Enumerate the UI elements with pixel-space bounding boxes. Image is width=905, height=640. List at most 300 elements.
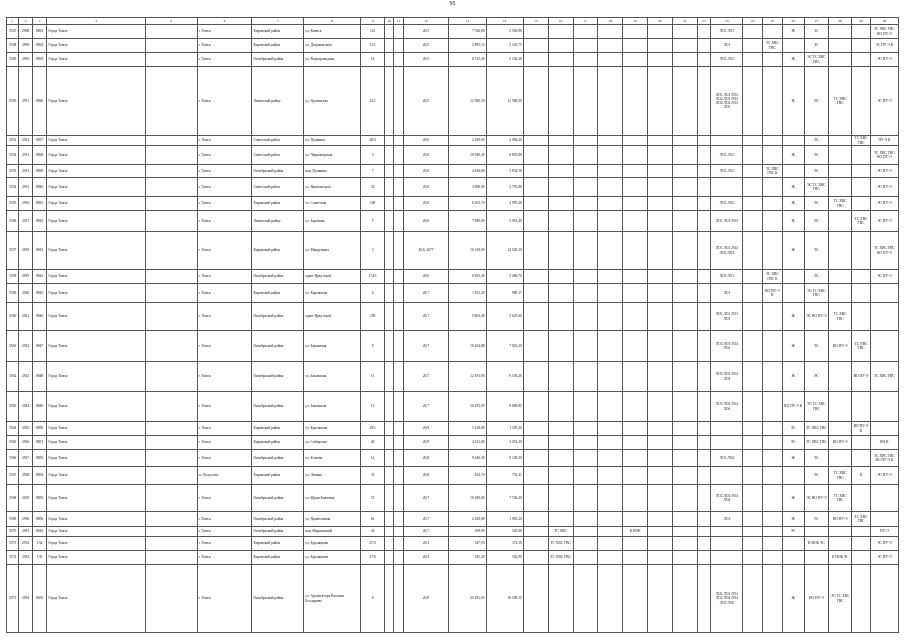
table-cell xyxy=(385,146,394,165)
table-cell xyxy=(394,165,403,178)
table-cell: ЭС xyxy=(782,436,804,450)
table-cell: ЭС xyxy=(804,362,829,392)
table-cell: ЛО1 ЛО1 xyxy=(711,165,743,178)
table-cell: 20,5 xyxy=(403,67,449,136)
table-cell: ЭС xyxy=(804,467,829,485)
table-cell: 4 456,60 xyxy=(449,165,486,178)
table-cell xyxy=(672,467,697,485)
table-cell xyxy=(385,270,394,284)
table-cell xyxy=(598,178,623,197)
table-cell xyxy=(385,436,394,450)
table-cell xyxy=(145,284,197,303)
table-cell xyxy=(697,136,710,146)
table-cell xyxy=(523,512,548,527)
table-cell: г. Томск xyxy=(197,303,252,331)
table-cell: ЛО1 xyxy=(711,284,743,303)
column-number: 20 xyxy=(648,18,673,25)
table-cell xyxy=(623,422,648,436)
table-cell xyxy=(623,512,648,527)
table-cell xyxy=(672,232,697,270)
table-cell xyxy=(697,565,710,633)
table-cell xyxy=(743,331,763,362)
table-cell xyxy=(623,537,648,551)
table-cell: ЭС ТС ХВС ГВС xyxy=(804,284,829,303)
table-cell xyxy=(672,527,697,537)
table-cell: 5 xyxy=(361,146,385,165)
table-cell: ТС ХВС ГВС К xyxy=(763,270,783,284)
table-cell xyxy=(573,146,598,165)
table-cell xyxy=(523,450,548,467)
table-cell: г. Томск xyxy=(197,178,252,197)
table-cell xyxy=(672,270,697,284)
table-cell: 8846 xyxy=(32,303,47,331)
table-cell xyxy=(623,303,648,331)
table-cell: 2916 xyxy=(19,197,32,211)
table-cell xyxy=(672,537,697,551)
table-cell: 7 xyxy=(361,165,385,178)
table-cell: Город Томск xyxy=(47,270,145,284)
table-cell: 134 xyxy=(32,537,47,551)
table-cell xyxy=(385,485,394,512)
table-cell xyxy=(763,527,783,537)
table-cell: Город Томск xyxy=(47,450,145,467)
table-cell: 20,6 xyxy=(403,165,449,178)
table-cell xyxy=(523,39,548,53)
table-cell xyxy=(385,232,394,270)
column-number: 9 xyxy=(361,18,385,25)
table-cell xyxy=(829,211,852,232)
table-cell xyxy=(743,565,763,633)
table-cell xyxy=(394,331,403,362)
table-cell xyxy=(672,211,697,232)
table-cell: 2923 xyxy=(19,362,32,392)
table-cell xyxy=(598,211,623,232)
table-cell xyxy=(573,362,598,392)
table-cell: 2909 xyxy=(19,39,32,53)
table-cell xyxy=(573,331,598,362)
table-cell xyxy=(672,436,697,450)
table-cell: ТС ХВС ГВС xyxy=(852,512,871,527)
table-cell xyxy=(852,527,871,537)
table-cell xyxy=(394,512,403,527)
table-cell: Кировский район xyxy=(252,436,304,450)
table-row xyxy=(7,527,899,537)
table-cell: ул. Советская xyxy=(304,197,361,211)
table-cell xyxy=(743,512,763,527)
table-cell: 2926 xyxy=(19,436,32,450)
table-cell xyxy=(385,197,394,211)
table-cell: 8835 xyxy=(32,53,47,67)
table-cell xyxy=(743,197,763,211)
column-number: 12 xyxy=(403,18,449,25)
table-cell: 2919 xyxy=(19,270,32,284)
table-cell xyxy=(697,450,710,467)
table-cell: ЭС xyxy=(804,136,829,146)
table-cell: Город Томск xyxy=(47,303,145,331)
table-cell: 5572 xyxy=(7,551,19,565)
table-cell: Город Томск xyxy=(47,165,145,178)
table-row xyxy=(7,537,899,551)
column-number: 2 xyxy=(19,18,32,25)
table-cell: ЭС ПУ-Э xyxy=(870,551,898,565)
table-cell: ЛО1 xyxy=(711,512,743,527)
table-cell: 6 855,30 xyxy=(449,270,486,284)
table-cell xyxy=(385,136,394,146)
table-cell xyxy=(697,284,710,303)
table-cell: 5556 xyxy=(7,211,19,232)
table-cell xyxy=(385,25,394,39)
table-cell xyxy=(672,284,697,303)
table-cell: 12 545,10 xyxy=(486,232,523,270)
table-cell: Кировский район xyxy=(252,422,304,436)
table-cell: ЭС xyxy=(804,211,829,232)
table-cell: Город Томск xyxy=(47,211,145,232)
table-cell: 5558 xyxy=(7,270,19,284)
table-cell: 2914 xyxy=(19,165,32,178)
table-cell: ТС ХВС ГВС xyxy=(852,331,871,362)
table-cell: ВО ПУ-Э xyxy=(852,362,871,392)
table-cell: 174/1 xyxy=(361,270,385,284)
table-cell xyxy=(598,392,623,422)
table-cell xyxy=(743,284,763,303)
table-cell: 990,17 xyxy=(486,284,523,303)
table-row xyxy=(7,284,899,303)
table-cell: ЛО1 ЛО1 xyxy=(711,53,743,67)
table-cell xyxy=(648,467,673,485)
column-number: 7 xyxy=(252,18,304,25)
table-cell: Октябрьский район xyxy=(252,565,304,633)
table-cell xyxy=(145,436,197,450)
table-cell: 20,6 xyxy=(403,197,449,211)
table-cell: 145,00 xyxy=(486,527,523,537)
table-cell: ЛО1 xyxy=(711,39,743,53)
table-cell: 25 381,03 xyxy=(449,565,486,633)
table-cell: 5568 xyxy=(7,485,19,512)
table-cell xyxy=(573,211,598,232)
table-cell xyxy=(711,136,743,146)
table-cell: ТС ХВС ГВС xyxy=(852,211,871,232)
table-cell: 8853 xyxy=(32,450,47,467)
table-cell: Ж xyxy=(782,146,804,165)
table-cell xyxy=(548,512,573,527)
table-cell xyxy=(573,485,598,512)
table-cell xyxy=(648,450,673,467)
table-cell: г. Томск xyxy=(197,362,252,392)
table-cell xyxy=(763,467,783,485)
table-cell: ТС ХВС ГВС xyxy=(829,197,852,211)
table-cell xyxy=(697,303,710,331)
table-cell: 2929 xyxy=(19,485,32,512)
table-cell: 2934 xyxy=(19,565,32,633)
table-cell xyxy=(145,537,197,551)
table-cell: г. Томск xyxy=(197,25,252,39)
column-number: 6 xyxy=(197,18,252,25)
table-cell xyxy=(743,232,763,270)
table-cell: 14 xyxy=(361,53,385,67)
table-cell: 8843 xyxy=(32,232,47,270)
table-cell: г. Томск xyxy=(197,512,252,527)
table-cell xyxy=(672,422,697,436)
table-cell xyxy=(697,467,710,485)
table-cell: г. Томск xyxy=(197,197,252,211)
table-cell: Город Томск xyxy=(47,527,145,537)
table-cell xyxy=(763,25,783,39)
table-cell xyxy=(145,565,197,633)
table-cell: ЭС ТС ХВС ГВС xyxy=(804,53,829,67)
table-cell: ЭС ПУ-Э xyxy=(870,197,898,211)
table-cell: 20,6 xyxy=(403,136,449,146)
table-cell xyxy=(523,53,548,67)
table-cell: Ж xyxy=(782,197,804,211)
table-cell xyxy=(743,436,763,450)
column-number: 8 xyxy=(304,18,361,25)
table-cell: Город Томск xyxy=(47,362,145,392)
table-cell: г. Томск xyxy=(197,136,252,146)
table-cell xyxy=(711,178,743,197)
table-cell xyxy=(648,39,673,53)
table-cell xyxy=(598,53,623,67)
table-cell xyxy=(145,270,197,284)
table-cell: ЛО1 ЛО1 ЛО2 ЛО2 ЛО4 xyxy=(711,232,743,270)
table-cell: Город Томск xyxy=(47,422,145,436)
table-cell xyxy=(782,284,804,303)
table-cell xyxy=(145,422,197,436)
table-cell xyxy=(648,136,673,146)
table-cell: 20,8 xyxy=(403,565,449,633)
table-cell xyxy=(852,232,871,270)
table-cell: 8854 xyxy=(32,467,47,485)
table-cell: Город Томск xyxy=(47,232,145,270)
table-cell: г. Томск xyxy=(197,551,252,565)
table-cell xyxy=(573,467,598,485)
table-cell xyxy=(829,178,852,197)
table-cell: Октябрьский район xyxy=(252,165,304,178)
table-cell: 5549 xyxy=(7,53,19,67)
table-cell: г. Томск xyxy=(197,422,252,436)
table-cell: 5567 xyxy=(7,467,19,485)
table-cell xyxy=(763,436,783,450)
table-cell: 502,90 xyxy=(486,551,523,565)
table-cell xyxy=(598,450,623,467)
table-cell xyxy=(672,178,697,197)
table-cell: ЗС xyxy=(804,39,829,53)
table-cell: 6 xyxy=(361,565,385,633)
table-cell xyxy=(852,67,871,136)
table-cell: 5551 xyxy=(7,136,19,146)
data-table xyxy=(6,17,899,633)
table-cell xyxy=(782,467,804,485)
table-cell: 834,70 xyxy=(449,467,486,485)
table-cell: ЭС ПУ-Э xyxy=(870,178,898,197)
table-cell: 5548 xyxy=(7,39,19,53)
table-cell xyxy=(385,178,394,197)
table-cell xyxy=(763,422,783,436)
table-cell xyxy=(598,422,623,436)
table-cell: Октябрьский район xyxy=(252,303,304,331)
table-cell xyxy=(697,197,710,211)
table-cell: ВО ПУ-Э xyxy=(829,331,852,362)
table-cell xyxy=(623,331,648,362)
table-cell: ЛО1 ЛО1 ЛО3 xyxy=(711,211,743,232)
table-cell: 2 791,80 xyxy=(486,178,523,197)
table-cell: 20,7 xyxy=(403,527,449,537)
table-cell xyxy=(548,450,573,467)
table-cell: 12 xyxy=(361,392,385,422)
table-cell xyxy=(385,284,394,303)
table-cell: 2918 xyxy=(19,232,32,270)
table-cell: 108 xyxy=(361,303,385,331)
table-cell xyxy=(804,527,829,537)
table-cell: ЭС ПУ-Э xyxy=(870,67,898,136)
table-cell: ВО ПУ-Э К xyxy=(763,284,783,303)
table-cell: ул. Архитектора Василия Болдырева xyxy=(304,565,361,633)
table-cell: 8836 xyxy=(32,67,47,136)
table-cell: 5 592,90 xyxy=(486,25,523,39)
table-cell: 8 855,89 xyxy=(486,146,523,165)
table-cell: 2928 xyxy=(19,467,32,485)
table-cell xyxy=(523,178,548,197)
table-cell: Город Томск xyxy=(47,53,145,67)
column-number: 3 xyxy=(32,18,47,25)
table-cell: 20,6 xyxy=(403,178,449,197)
table-cell xyxy=(394,450,403,467)
table-cell xyxy=(648,362,673,392)
table-cell: ул. Бакинская xyxy=(304,331,361,362)
table-cell: 5 102,20 xyxy=(486,53,523,67)
table-cell xyxy=(598,467,623,485)
table-cell: г. Томск xyxy=(197,450,252,467)
table-cell xyxy=(598,232,623,270)
table-cell xyxy=(648,197,673,211)
table-cell: 5 625,60 xyxy=(486,303,523,331)
table-cell: 5573 xyxy=(7,565,19,633)
table-cell xyxy=(672,512,697,527)
table-cell: 8847 xyxy=(32,331,47,362)
table-cell: ул. Пушкина xyxy=(304,136,361,146)
table-cell xyxy=(523,422,548,436)
table-cell xyxy=(829,25,852,39)
table-cell: 5 951,40 xyxy=(486,211,523,232)
table-cell xyxy=(394,422,403,436)
table-cell: г. Томск xyxy=(197,67,252,136)
table-cell xyxy=(573,270,598,284)
table-cell: 12 580,50 xyxy=(449,67,486,136)
table-cell xyxy=(145,331,197,362)
table-cell: 8833 xyxy=(32,25,47,39)
table-cell: 2912 xyxy=(19,136,32,146)
table-cell: 11 xyxy=(361,362,385,392)
table-cell xyxy=(145,450,197,467)
table-cell xyxy=(763,67,783,136)
table-cell: ЭС ПУ-Э xyxy=(870,467,898,485)
table-cell: 2 189,60 xyxy=(449,136,486,146)
table-cell xyxy=(598,436,623,450)
table-cell xyxy=(394,436,403,450)
table-cell xyxy=(648,331,673,362)
table-cell xyxy=(852,39,871,53)
table-cell: 2 893,14 xyxy=(449,39,486,53)
table-cell xyxy=(548,270,573,284)
table-cell: 5547 xyxy=(7,25,19,39)
table-cell xyxy=(672,67,697,136)
table-cell: 5566 xyxy=(7,450,19,467)
table-cell xyxy=(763,551,783,565)
table-cell xyxy=(852,53,871,67)
table-cell xyxy=(782,270,804,284)
table-cell xyxy=(385,53,394,67)
table-cell xyxy=(385,537,394,551)
table-cell: К xyxy=(852,467,871,485)
table-cell xyxy=(711,467,743,485)
table-cell: ЭС ПУ-Э xyxy=(870,211,898,232)
table-cell: г. Томск xyxy=(197,527,252,537)
table-cell: 4 xyxy=(361,284,385,303)
table-cell: Кировский район xyxy=(252,232,304,270)
table-cell xyxy=(697,537,710,551)
table-cell xyxy=(782,136,804,146)
table-cell xyxy=(829,232,852,270)
table-cell xyxy=(573,422,598,436)
table-cell xyxy=(829,450,852,467)
table-cell: Советский район xyxy=(252,136,304,146)
table-cell xyxy=(523,485,548,512)
table-cell xyxy=(829,146,852,165)
table-cell: ЭС ПУ-Э xyxy=(870,270,898,284)
table-cell: Город Томск xyxy=(47,178,145,197)
table-cell xyxy=(852,436,871,450)
table-cell xyxy=(548,362,573,392)
table-cell: 28/3 xyxy=(361,136,385,146)
table-cell: 5560 xyxy=(7,303,19,331)
table-cell xyxy=(697,39,710,53)
table-cell xyxy=(623,450,648,467)
table-cell xyxy=(548,25,573,39)
table-cell xyxy=(743,537,763,551)
table-cell: 5554 xyxy=(7,178,19,197)
table-cell xyxy=(743,67,763,136)
table-cell xyxy=(870,303,898,331)
table-cell xyxy=(523,467,548,485)
table-cell: ЭС xyxy=(804,232,829,270)
table-cell: ЭС ТС ХВС ГВС xyxy=(829,565,852,633)
table-cell: 5559 xyxy=(7,284,19,303)
table-cell: ВО ПУ-Э К xyxy=(782,392,804,422)
table-cell xyxy=(743,270,763,284)
table-cell: Советский район xyxy=(252,178,304,197)
table-cell xyxy=(385,39,394,53)
table-cell xyxy=(598,303,623,331)
table-cell xyxy=(697,485,710,512)
table-cell xyxy=(852,392,871,422)
table-cell xyxy=(697,512,710,527)
table-cell xyxy=(598,146,623,165)
column-number-row xyxy=(7,18,899,25)
page-number: 95 xyxy=(449,1,456,7)
table-cell xyxy=(852,270,871,284)
table-cell: ТС ХВС ГВС xyxy=(804,422,829,436)
table-cell: г. Томск xyxy=(197,270,252,284)
column-number: 24 xyxy=(743,18,763,25)
table-cell xyxy=(743,53,763,67)
table-cell xyxy=(394,136,403,146)
table-cell: Октябрьский район xyxy=(252,512,304,527)
table-cell: ул. Яковлевского xyxy=(304,178,361,197)
table-cell: 1 218,80 xyxy=(449,422,486,436)
table-cell: Город Томск xyxy=(47,537,145,551)
table-cell xyxy=(145,53,197,67)
table-cell xyxy=(763,362,783,392)
table-cell xyxy=(598,136,623,146)
